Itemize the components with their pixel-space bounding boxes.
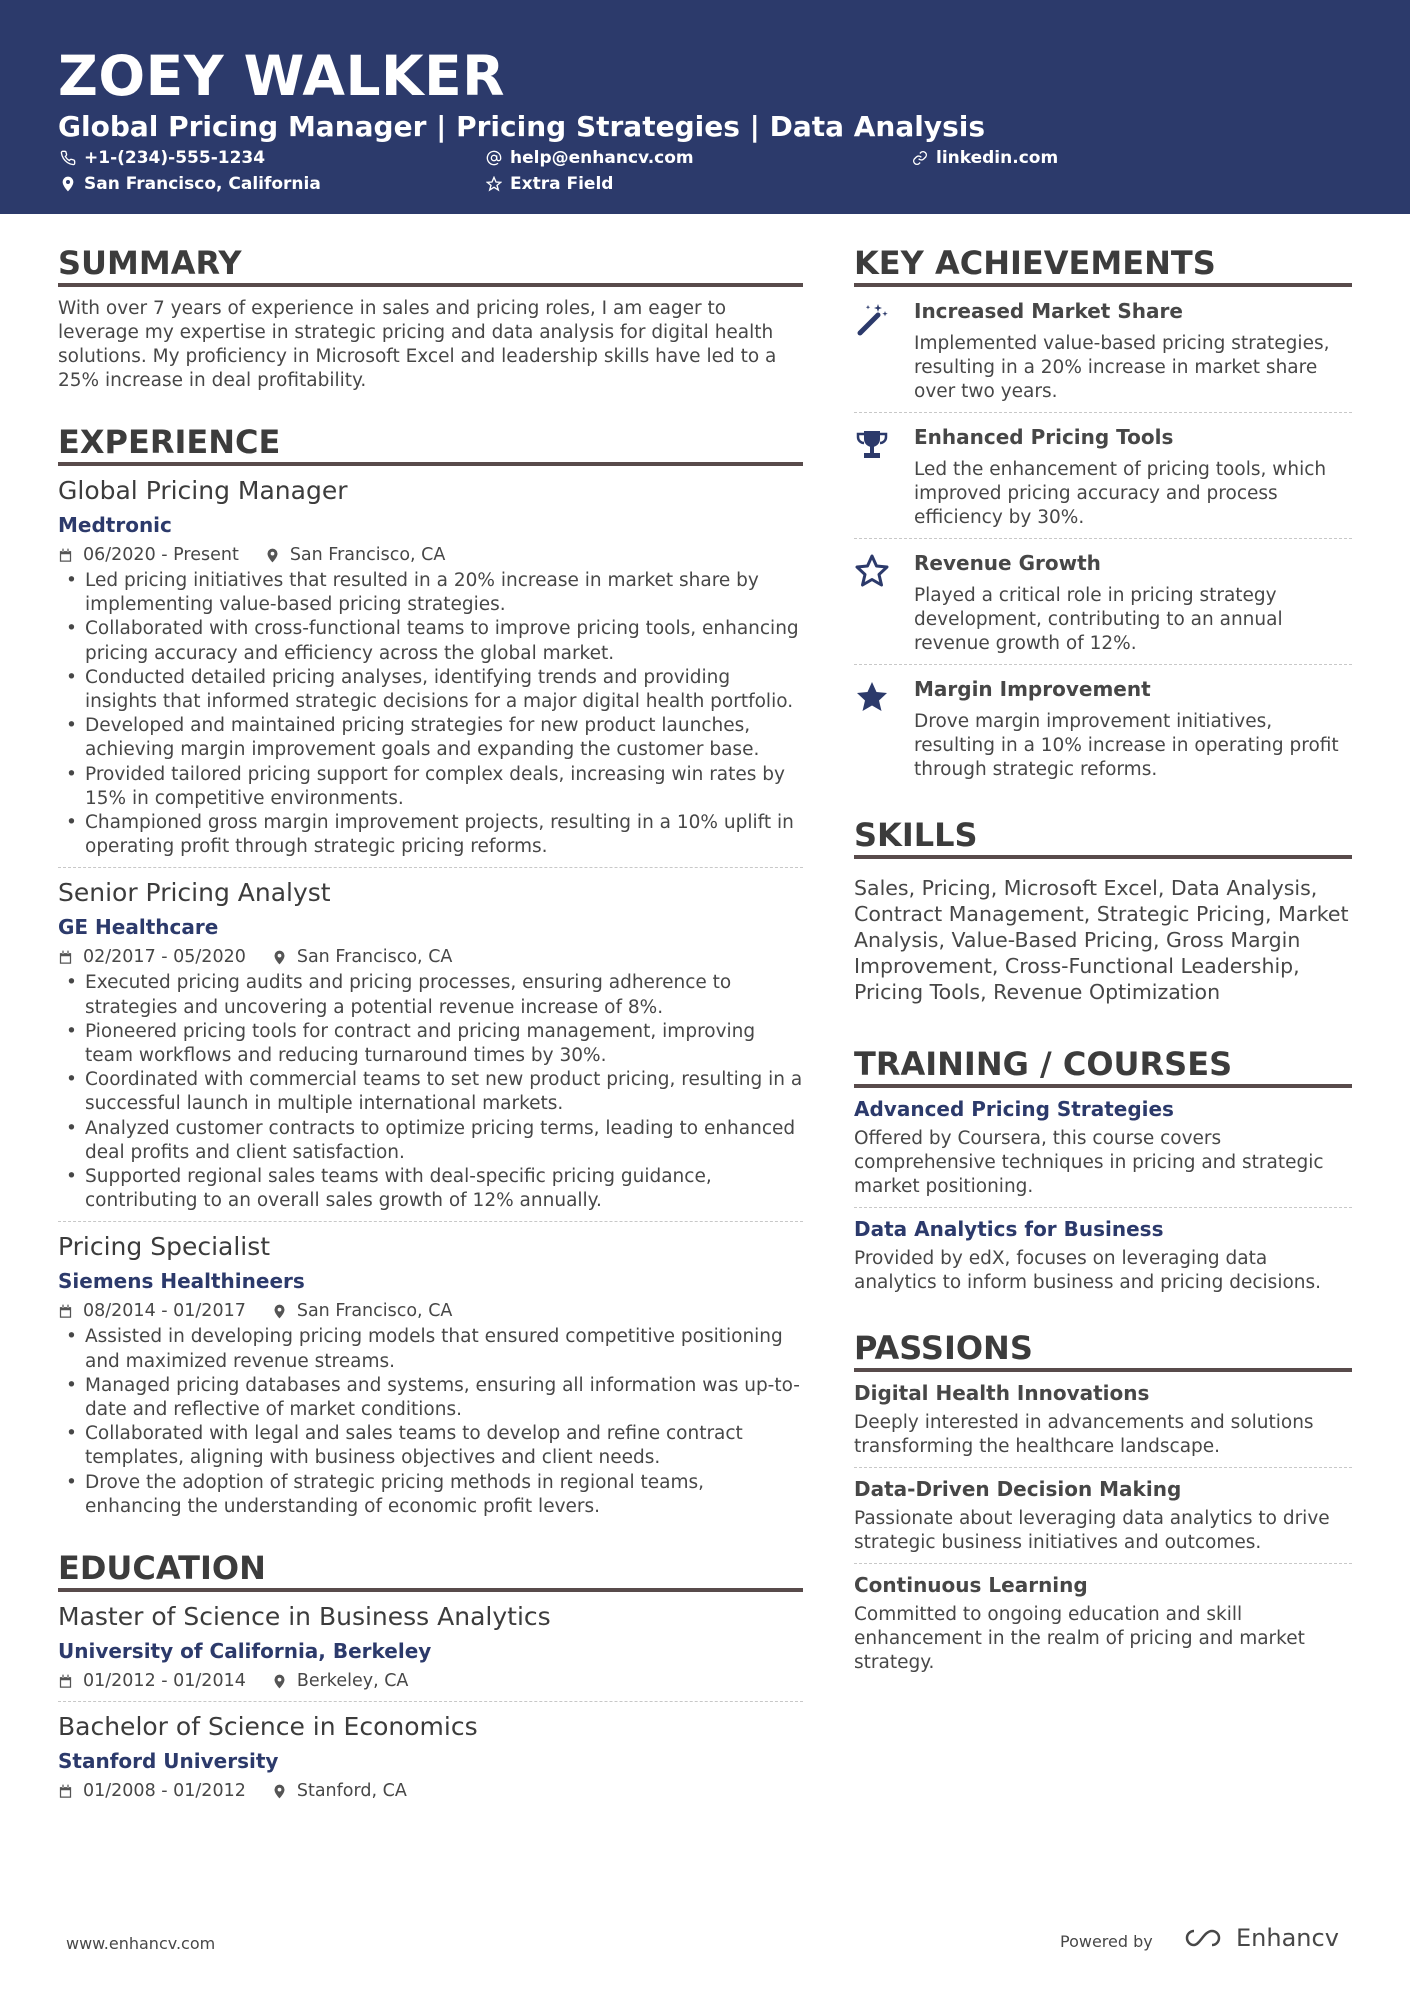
passion-title: Digital Health Innovations <box>854 1381 1150 1405</box>
company-name: Medtronic <box>58 513 172 537</box>
achievement-body <box>914 551 1352 656</box>
location-contact <box>60 174 321 194</box>
achievement-title: Margin Improvement <box>914 677 1151 701</box>
education-title: EDUCATION <box>58 1549 803 1592</box>
calendar-icon <box>58 1674 73 1689</box>
company-name: Siemens Healthineers <box>58 1269 305 1294</box>
education-meta <box>58 1671 803 1691</box>
website-text[interactable]: linkedin.com <box>936 148 1059 168</box>
location-text: San Francisco, California <box>84 174 321 194</box>
extra-contact <box>486 174 613 194</box>
powered-by-label: Powered by <box>1060 1932 1153 1951</box>
job-bullet: • Provided tailored pricing support for complex deals, increasing win rates by 15% in competitive environments. <box>58 763 803 811</box>
job-location-text: San Francisco, CA <box>296 1301 453 1322</box>
degree-title: Master of Science in Business Analytics <box>58 1602 551 1632</box>
achievement-item <box>854 287 1352 413</box>
phone-contact <box>60 148 265 168</box>
job-bullets <box>58 1325 803 1519</box>
job-title: Global Pricing Manager <box>58 476 348 505</box>
location-pin-icon <box>272 1784 287 1799</box>
job-bullet: • Managed pricing databases and systems, ensuring all information was up-to-date and reflective of market conditions. <box>58 1374 803 1422</box>
course-desc: Offered by Coursera, this course covers comprehensive techniques in pricing and strategic market positioning. <box>854 1128 1324 1197</box>
phone-icon <box>60 150 76 166</box>
passions-section <box>854 1329 1352 1683</box>
job-bullet: • Coordinated with commercial teams to set new product pricing, resulting in a successful launch in multiple international markets. <box>58 1068 803 1116</box>
education-location <box>272 1671 409 1691</box>
job-meta <box>58 947 803 967</box>
job-bullet: • Assisted in developing pricing models that ensured competitive positioning and maximized revenue streams. <box>58 1325 803 1373</box>
email-contact[interactable] <box>486 148 694 168</box>
job-dates: 08/2014 - 01/2017 <box>83 1301 246 1322</box>
email-text[interactable]: help@enhancv.com <box>510 148 694 168</box>
extra-text: Extra Field <box>510 174 614 194</box>
achievement-desc: Played a critical role in pricing strategy development, contributing to an annual revenue growth of 12%. <box>914 585 1283 654</box>
calendar-icon <box>58 1784 73 1799</box>
location-pin-icon <box>272 950 287 965</box>
job-location <box>265 545 446 565</box>
candidate-headline: Global Pricing Manager | Pricing Strategies | Data Analysis <box>58 110 986 143</box>
job-bullet: • Developed and maintained pricing strategies for new product launches, achieving margin improvement goals and expanding the customer base. <box>58 714 803 762</box>
magic-wand-icon <box>854 299 914 404</box>
passion-item <box>854 1372 1352 1468</box>
achievement-body <box>914 299 1352 404</box>
passion-desc: Passionate about leveraging data analytics to drive strategic business initiatives and outcomes. <box>854 1508 1330 1553</box>
education-meta <box>58 1781 803 1801</box>
job-dates: 06/2020 - Present <box>83 545 239 565</box>
location-pin-icon <box>272 1674 287 1689</box>
achievement-item <box>854 665 1352 790</box>
achievement-body <box>914 425 1352 530</box>
job-dates: 02/2017 - 05/2020 <box>83 947 246 968</box>
achievement-title: Increased Market Share <box>914 299 1183 323</box>
job-bullet: • Drove the adoption of strategic pricing methods in regional teams, enhancing the understanding of economic profit levers. <box>58 1471 803 1519</box>
passion-title: Data-Driven Decision Making <box>854 1477 1182 1501</box>
resume-header <box>0 0 1410 214</box>
company-name: GE Healthcare <box>58 915 219 940</box>
experience-section <box>58 423 803 1527</box>
job-bullet: • Executed pricing audits and pricing processes, ensuring adherence to strategies and uncovering a potential revenue increase of 8%. <box>58 971 803 1019</box>
education-section <box>58 1549 803 1811</box>
course-item <box>854 1208 1352 1303</box>
course-title: Advanced Pricing Strategies <box>854 1097 1174 1121</box>
achievement-desc: Implemented value-based pricing strategies, resulting in a 20% increase in market share over two years. <box>914 333 1330 402</box>
training-title: TRAINING / COURSES <box>854 1045 1352 1088</box>
achievements-title: KEY ACHIEVEMENTS <box>854 244 1352 287</box>
location-pin-icon <box>60 176 76 192</box>
job-location-text: San Francisco, CA <box>289 545 446 565</box>
achievement-body <box>914 677 1352 782</box>
phone-text: +1-(234)-555-1234 <box>84 148 266 168</box>
achievement-item <box>854 413 1352 539</box>
passion-desc: Committed to ongoing education and skill enhancement in the realm of pricing and market strategy. <box>854 1604 1305 1673</box>
education-dates: 01/2008 - 01/2012 <box>83 1781 246 1802</box>
passions-title: PASSIONS <box>854 1329 1352 1372</box>
job-bullet: • Collaborated with legal and sales teams to develop and refine contract templates, aligning with business objectives and client needs. <box>58 1422 803 1470</box>
calendar-icon <box>58 548 73 563</box>
passion-item <box>854 1564 1352 1683</box>
star-filled-icon <box>854 677 914 782</box>
passion-title: Continuous Learning <box>854 1573 1088 1597</box>
job-bullet: • Supported regional sales teams with deal-specific pricing guidance, contributing to an overall sales growth of 12% annually. <box>58 1165 803 1213</box>
achievement-title: Revenue Growth <box>914 551 1101 575</box>
footer-website-link[interactable]: www.enhancv.com <box>66 1934 216 1953</box>
achievement-title: Enhanced Pricing Tools <box>914 425 1174 449</box>
job-entry <box>58 466 803 868</box>
enhancv-brand-text: Enhancv <box>1236 1924 1339 1952</box>
job-title: Pricing Specialist <box>58 1232 271 1262</box>
education-location-text: Stanford, CA <box>296 1781 407 1802</box>
school-name: University of California, Berkeley <box>58 1639 432 1664</box>
job-bullet: • Analyzed customer contracts to optimize pricing terms, leading to enhanced deal profits and client satisfaction. <box>58 1117 803 1165</box>
education-entry <box>58 1592 803 1702</box>
job-location <box>272 1301 453 1321</box>
achievements-section <box>854 244 1352 790</box>
job-bullets <box>58 971 803 1213</box>
summary-section <box>58 244 803 393</box>
school-name: Stanford University <box>58 1749 279 1774</box>
course-item <box>854 1088 1352 1208</box>
job-bullet: • Championed gross margin improvement projects, resulting in a 10% uplift in operating profit through strategic pricing reforms. <box>58 811 803 859</box>
skills-text: Sales, Pricing, Microsoft Excel, Data Analysis, Contract Management, Strategic Pricing, Market Analysis, Value-Based Pricing, Gross Margin Improvement, Cross-Functional Leadership, Pricing Tools, Revenue Optimization <box>854 876 1349 1004</box>
location-pin-icon <box>265 548 280 563</box>
achievement-desc: Drove margin improvement initiatives, resulting in a 10% increase in operating profit through strategic reforms. <box>914 711 1339 780</box>
job-bullets <box>58 569 803 859</box>
course-title: Data Analytics for Business <box>854 1217 1164 1241</box>
right-column <box>854 244 1352 1697</box>
job-location-text: San Francisco, CA <box>296 947 453 968</box>
job-location <box>272 947 453 967</box>
training-section <box>854 1045 1352 1303</box>
passion-item <box>854 1468 1352 1564</box>
skills-title: SKILLS <box>854 816 1352 859</box>
job-bullet: • Collaborated with cross-functional teams to improve pricing tools, enhancing pricing accuracy and efficiency across the global market. <box>58 617 803 665</box>
passion-desc: Deeply interested in advancements and solutions transforming the healthcare landscape. <box>854 1412 1314 1457</box>
enhancv-logo[interactable] <box>1180 1924 1339 1952</box>
star-icon <box>486 176 502 192</box>
star-outline-icon <box>854 551 914 656</box>
achievement-desc: Led the enhancement of pricing tools, which improved pricing accuracy and process efficiency by 30%. <box>914 459 1327 528</box>
degree-title: Bachelor of Science in Economics <box>58 1712 478 1742</box>
education-location-text: Berkeley, CA <box>296 1671 409 1692</box>
link-icon <box>912 150 928 166</box>
job-meta <box>58 1301 803 1321</box>
trophy-icon <box>854 425 914 530</box>
job-title: Senior Pricing Analyst <box>58 878 331 908</box>
skills-section <box>854 816 1352 1005</box>
job-meta <box>58 545 803 565</box>
left-column <box>58 244 803 1825</box>
course-desc: Provided by edX, focuses on leveraging data analytics to inform business and pricing decisions. <box>854 1248 1322 1293</box>
education-dates: 01/2012 - 01/2014 <box>83 1671 246 1692</box>
calendar-icon <box>58 950 73 965</box>
job-bullet: • Led pricing initiatives that resulted in a 20% increase in market share by implementing value-based pricing strategies. <box>58 569 803 617</box>
achievement-item <box>854 539 1352 665</box>
candidate-name: ZOEY WALKER <box>58 44 506 108</box>
at-icon <box>486 150 502 166</box>
job-entry <box>58 1222 803 1527</box>
location-pin-icon <box>272 1304 287 1319</box>
summary-text: With over 7 years of experience in sales and pricing roles, I am eager to leverage my expertise in strategic pricing and data analysis for digital health solutions. My proficiency in Microsoft Excel and leadership skills have led to a 25% increase in deal profitability. <box>58 298 777 391</box>
enhancv-logo-icon <box>1180 1925 1228 1951</box>
job-entry <box>58 868 803 1222</box>
job-bullet: • Pioneered pricing tools for contract and pricing management, improving team workflows and reducing turnaround times by 30%. <box>58 1020 803 1068</box>
experience-title: EXPERIENCE <box>58 423 803 466</box>
summary-title: SUMMARY <box>58 244 803 287</box>
education-location <box>272 1781 407 1801</box>
education-entry <box>58 1702 803 1811</box>
calendar-icon <box>58 1304 73 1319</box>
job-bullet: • Conducted detailed pricing analyses, identifying trends and providing insights that informed strategic decisions for a major digital health portfolio. <box>58 666 803 714</box>
website-contact[interactable] <box>912 148 1058 168</box>
